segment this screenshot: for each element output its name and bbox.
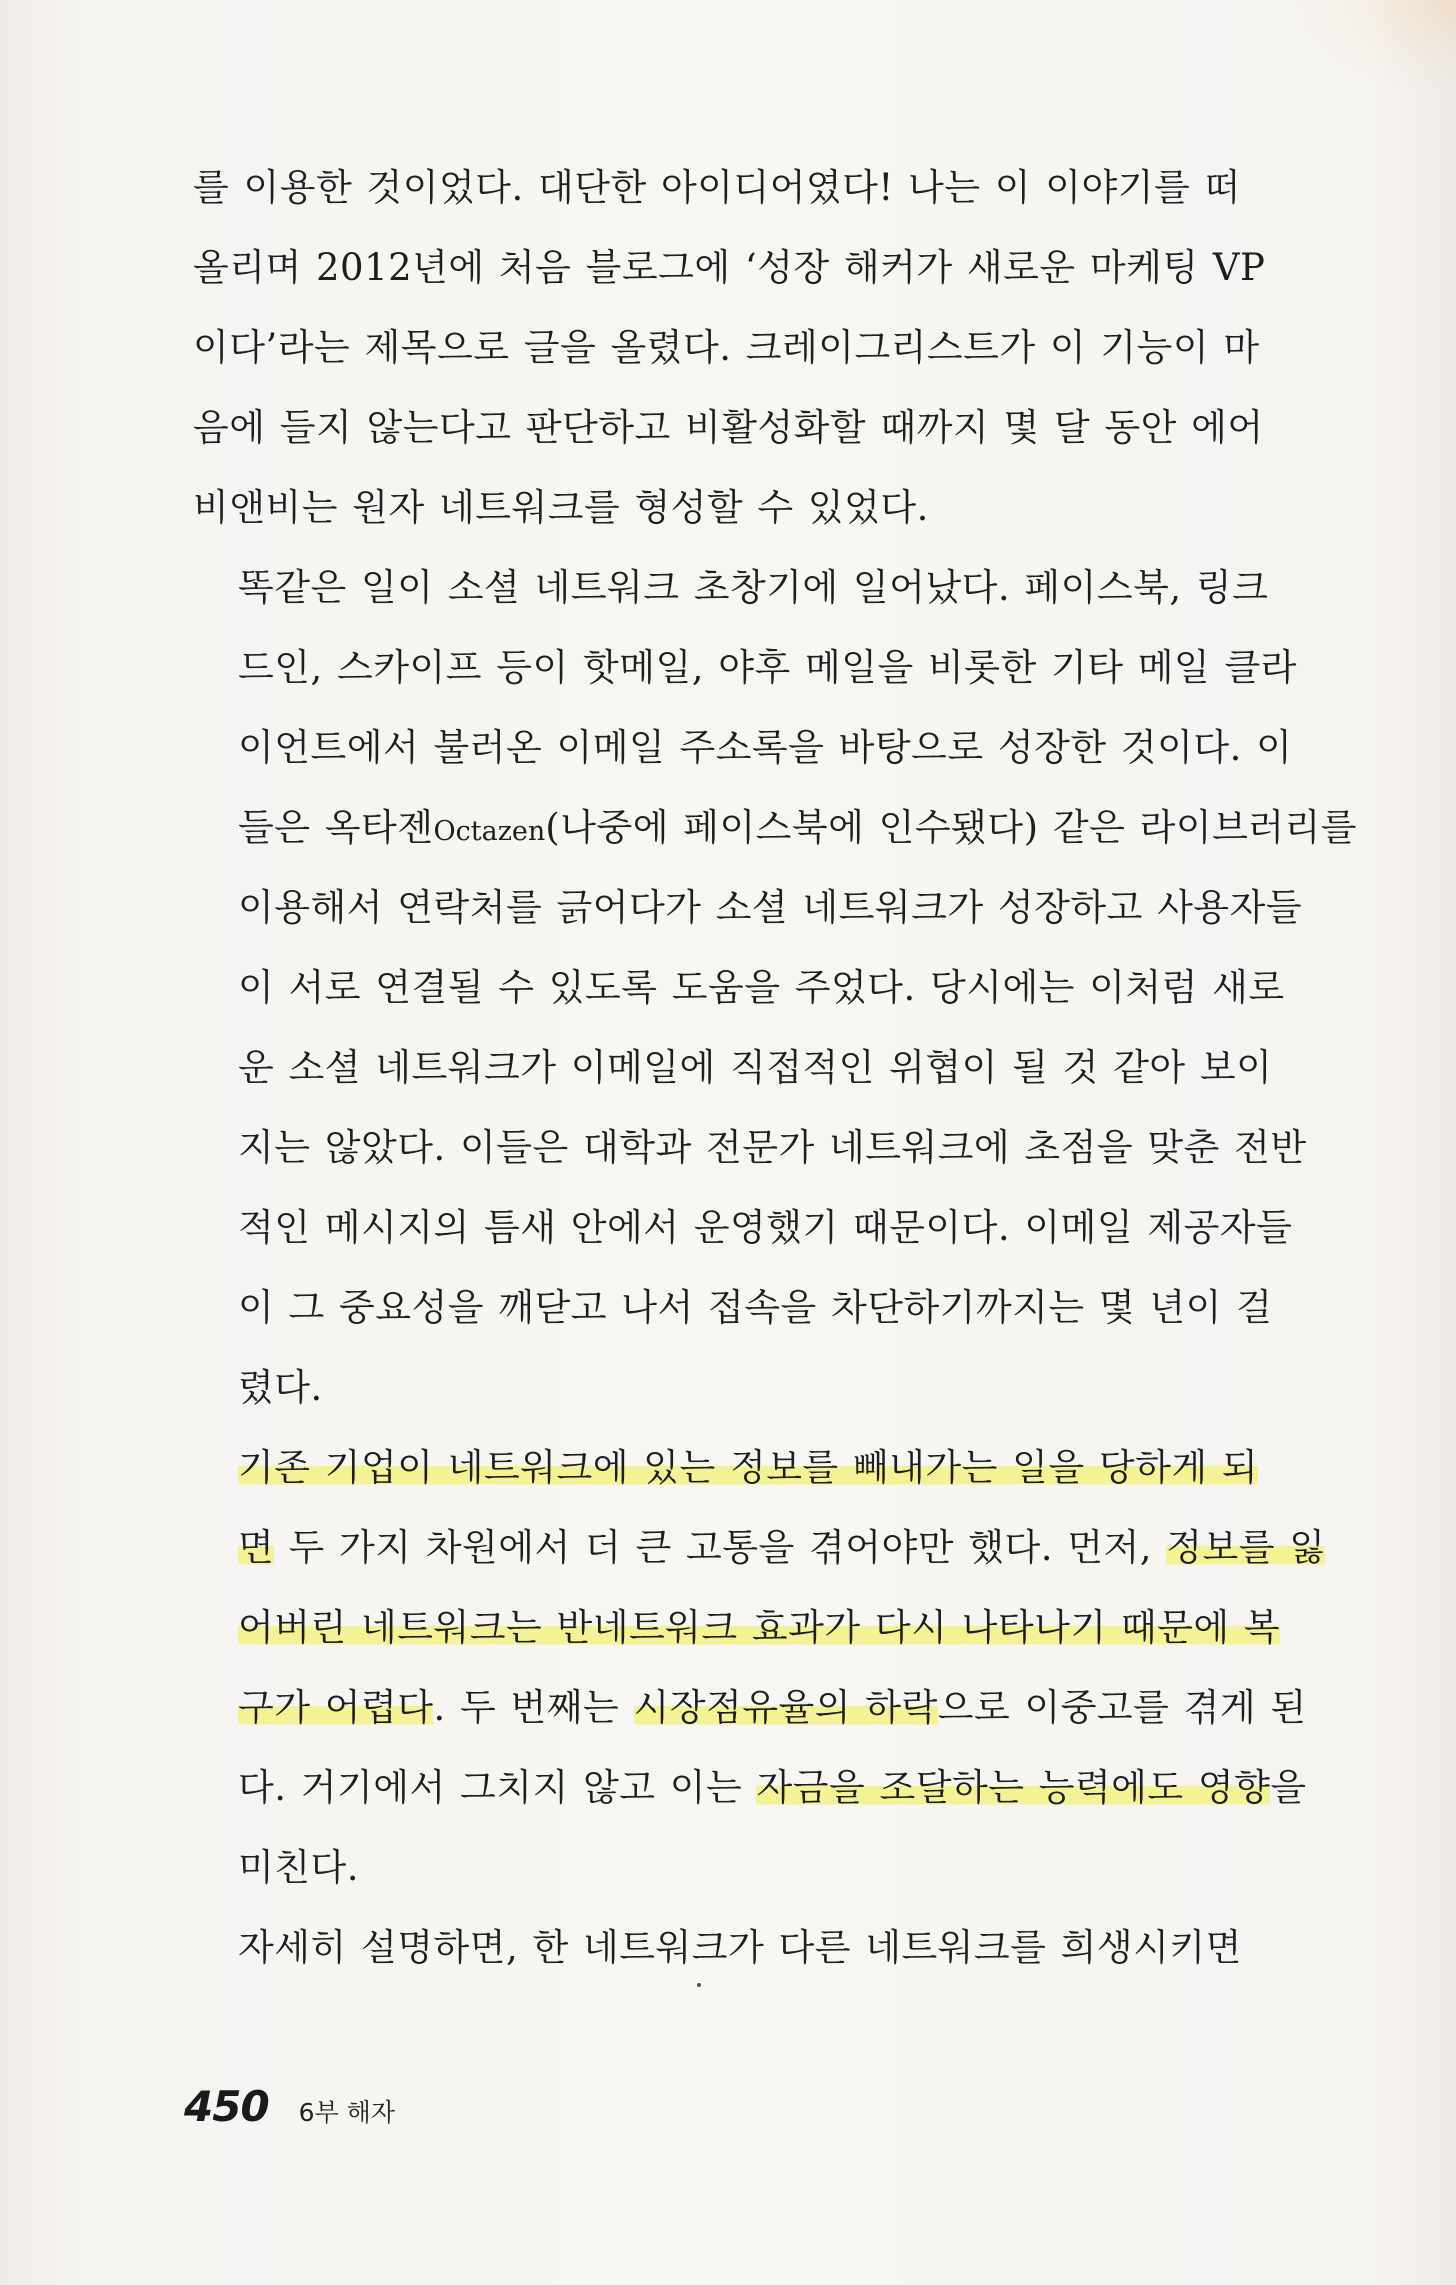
text-segment: 으로 이중고를 겪게 된: [937, 1686, 1307, 1729]
highlighted-text: 면: [238, 1526, 275, 1569]
text-segment: 이다’라는 제목으로 글을 올렸다. 크레이그리스트가 이 기능이 마: [193, 326, 1260, 369]
text-line: [193, 228, 1266, 308]
paragraph: [193, 548, 1358, 1428]
text-segment: 운 소셜 네트워크가 이메일에 직접적인 위협이 될 것 같아 보이: [238, 1046, 1273, 1089]
text-segment: (나중에 페이스북에 인수됐다) 같은 라이브러리를: [545, 806, 1358, 849]
paragraph: [193, 1428, 1326, 1908]
text-line: [193, 628, 1297, 708]
text-line: [193, 948, 1285, 1028]
text-segment: 이용해서 연락처를 긁어다가 소셜 네트워크가 성장하고 사용자들: [238, 886, 1303, 929]
paper-stain: [1296, 0, 1456, 90]
paragraph: [193, 1908, 1242, 1988]
text-segment: . 두 번째는: [433, 1686, 634, 1729]
print-speck: [697, 1983, 701, 1987]
text-segment: 미친다.: [238, 1846, 359, 1889]
text-line: [193, 388, 1264, 468]
text-line: [193, 148, 1241, 228]
highlighted-text: 기존 기업이 네트워크에 있는 정보를 빼내가는 일을 당하게 되: [238, 1446, 1259, 1489]
text-segment: 적인 메시지의 틈새 안에서 운영했기 때문이다. 이메일 제공자들: [238, 1206, 1293, 1249]
text-line: [193, 308, 1260, 388]
text-line: [193, 1268, 1273, 1348]
text-segment: 이 서로 연결될 수 있도록 도움을 주었다. 당시에는 이처럼 새로: [238, 966, 1285, 1009]
text-line: [193, 1028, 1273, 1108]
text-line: [193, 868, 1303, 948]
text-line: [193, 468, 1225, 548]
text-segment: 이 그 중요성을 깨닫고 나서 접속을 차단하기까지는 몇 년이 걸: [238, 1286, 1273, 1329]
text-segment: 음에 들지 않는다고 판단하고 비활성화할 때까지 몇 달 동안 에어: [193, 406, 1264, 449]
text-segment: 이언트에서 불러온 이메일 주소록을 바탕으로 성장한 것이다. 이: [238, 726, 1293, 769]
text-segment: 두 가지 차원에서 더 큰 고통을 겪어야만 했다. 먼저,: [274, 1526, 1167, 1569]
text-line: [193, 1668, 1307, 1748]
highlighted-text: 자금을 조달하는 능력에도 영향: [756, 1766, 1271, 1809]
text-line: [193, 1508, 1326, 1588]
running-footer-part: 6부 해자: [298, 2098, 395, 2127]
text-line: [193, 1188, 1293, 1268]
highlighted-text: 구가 어렵다: [238, 1686, 434, 1729]
page-number: 450: [184, 2082, 269, 2131]
highlighted-text: 시장점유율의 하락: [633, 1686, 938, 1729]
text-segment: 올리며 2012년에 처음 블로그에 ‘성장 해커가 새로운 마케팅 VP: [193, 246, 1266, 289]
latin-annotation: Octazen: [433, 816, 546, 847]
text-line: [193, 548, 1269, 628]
text-segment: 를 이용한 것이었다. 대단한 아이디어였다! 나는 이 이야기를 떠: [193, 166, 1241, 209]
highlighted-text: 정보를 잃: [1166, 1526, 1326, 1569]
text-segment: 드인, 스카이프 등이 핫메일, 야후 메일을 비롯한 기타 메일 클라: [238, 646, 1297, 689]
paragraph: [193, 148, 1266, 548]
text-segment: 똑같은 일이 소셜 네트워크 초창기에 일어났다. 페이스북, 링크: [238, 566, 1269, 609]
text-line: [193, 1108, 1307, 1188]
text-segment: 다. 거기에서 그치지 않고 이는: [238, 1766, 757, 1809]
text-line: [193, 1588, 1281, 1668]
text-segment: 렸다.: [238, 1366, 323, 1409]
text-line: [193, 1908, 1242, 1988]
text-segment: 비앤비는 원자 네트워크를 형성할 수 있었다.: [193, 486, 929, 529]
text-segment: 자세히 설명하면, 한 네트워크가 다른 네트워크를 희생시키면: [238, 1926, 1242, 1969]
text-line: [193, 1348, 1225, 1428]
text-segment: 지는 않았다. 이들은 대학과 전문가 네트워크에 초점을 맞춘 전반: [238, 1126, 1307, 1169]
text-segment: 들은 옥타젠: [238, 806, 434, 849]
text-line: [193, 1748, 1307, 1828]
body-text: [193, 148, 1358, 1988]
text-line: [193, 788, 1358, 868]
page-footer: [184, 2082, 395, 2131]
text-line: [193, 708, 1293, 788]
text-line: [193, 1828, 1225, 1908]
text-line: [193, 1428, 1259, 1508]
text-segment: 을: [1270, 1766, 1307, 1809]
highlighted-text: 어버린 네트워크는 반네트워크 효과가 다시 나타나기 때문에 복: [238, 1606, 1281, 1649]
